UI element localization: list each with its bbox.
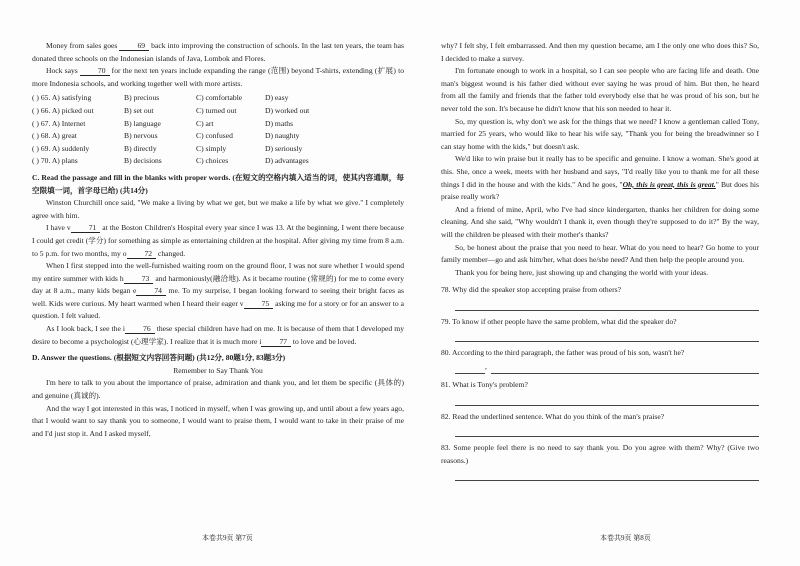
blank-70[interactable]: 70 — [80, 66, 110, 76]
answer-line-78[interactable] — [455, 297, 759, 311]
blank-69[interactable]: 69 — [119, 41, 149, 51]
blank-72[interactable]: 72 — [127, 249, 157, 259]
paragraph: why? I felt shy, I felt embarrassed. And then my question became, am I the only one who does this? So, I decided to make a survey. — [441, 41, 759, 63]
option-row-68[interactable]: ( ) 68. A) great B) nervous C) confused D) naughty — [32, 131, 300, 141]
paragraph: I'm fortunate enough to work in a hospital, so I can see people who are facing life and death. One man's biggest wound is his father died without ever saying he was proud of him. But then, he heard from all the family and friends that the father told everybody else that he was proud of his son, but he never told the son. It's because he didn't know that his son needed to hear it. — [441, 66, 759, 113]
answer-line-83[interactable] — [455, 467, 759, 481]
option-row-66[interactable]: ( ) 66. A) picked out B) set out C) turned out D) worked out — [32, 105, 310, 115]
blank-71[interactable]: 71 — [71, 223, 101, 233]
question-81: 81. What is Tony's problem? — [441, 380, 528, 390]
paragraph: So, be honest about the praise that you need to hear. What do you need to hear? Go home to your family member—go and ask him/her, what does he/she need? And then help the people around you. — [441, 242, 759, 265]
answer-line-81[interactable] — [455, 392, 759, 406]
paragraph: Thank you for being here, just showing up and changing the world with your ideas. — [455, 267, 709, 277]
section-c-heading: C. Read the passage and fill in the blanks with proper words. (在短文的空格内填入适当的词，使其内容通顺，每空限填一词，首字母已给) (共14分) — [32, 172, 404, 195]
blank-73[interactable]: 73 — [124, 274, 154, 284]
page-footer-right: 本卷共9页 第8页 — [600, 534, 651, 542]
paragraph: As I look back, I see the i 76 these special children have had on me. It is because of them that I developed my desire to become a psychologist (心理学家). I realize that it is much more i 77 to love and be loved. — [32, 324, 405, 346]
blank-77[interactable]: 77 — [261, 337, 291, 347]
paragraph: I have v 71 at the Boston Children's Hospital every year since I was 13. At the beginning, I went there because I could get credit (学分) for something as simple as entertaining children at the hospital. After giving my time from 8 a.m. to 5 p.m. for two months, my o 72 changed. — [32, 223, 404, 258]
question-79: 79. To know if other people have the same problem, what did the speaker do? — [441, 316, 677, 326]
section-d-heading: D. Answer the questions. (根据短文内容回答问题) (共12分, 80题1分, 83题3分) — [32, 353, 286, 363]
paragraph: When I first stepped into the well-furnished waiting room on the ground floor, I was not sure whether I would spend my entire summer with kids h 73 and harmoniously(融洽地). As it became routine (常规的) for me to come every day at 8 a.m., many kids began e 74 me. To my surprise, I began looking forward to seeing their bright faces as well. Kids were curious. My heart warmed when I heard their eager v 75 asking me for a story or for an answer to a question. I felt valued. — [32, 261, 405, 321]
page-footer-left: 本卷共9页 第7页 — [202, 534, 253, 542]
blank-74[interactable]: 74 — [136, 286, 166, 296]
option-row-65[interactable]: ( ) 65. A) satisfying B) precious C) comfortable D) easy — [32, 93, 289, 103]
blank-76[interactable]: 76 — [125, 324, 155, 334]
paragraph: Hock says 70 for the next ten years include expanding the range (范围) beyond T-shirts, extending (扩展) to more Indonesia schools, and working together well with more artists. — [32, 66, 404, 88]
option-row-67[interactable]: ( ) 67. A) Internet B) language C) art D) maths — [32, 118, 294, 128]
paragraph: And the way I got interested in this was, I noticed in myself, when I was growing up, and until about a few years ago, that I would want to say thank you to someone, I would want to praise them, I would want to take in their praise of me and I'd just stop it. And I asked myself, — [32, 403, 404, 438]
answer-line-82[interactable] — [455, 423, 759, 437]
question-80: 80. According to the third paragraph, the father was proud of his son, wasn't he? — [441, 348, 685, 358]
paragraph: I'm here to talk to you about the importance of praise, admiration and thank you, and let them be specific (具体的) and genuine (真诚的). — [32, 378, 404, 401]
paragraph: We'd like to win praise but it really has to be specific and genuine. I know a woman. She's good at this. She, once a week, meets with her husband and says, "I'd really like you to thank me for all these things I did in the house and with the kids." And he goes, "Oh, this is great, this is great." But does his praise really work? — [441, 154, 759, 202]
paragraph: So, my question is, why don't we ask for the things that we need? I know a gentleman called Tony, married for 25 years, who would like to hear his wife say, "Thank you for being the breadwinner so I can stay home with the kids," but doesn't ask. — [441, 116, 759, 151]
blank-75[interactable]: 75 — [244, 299, 274, 309]
answer-line-80[interactable]: , — [455, 360, 759, 374]
question-83: 83. Some people feel there is no need to say thank you. Do you agree with them? Why? (Give two reasons.) — [441, 443, 759, 465]
option-row-69[interactable]: ( ) 69. A) suddenly B) directly C) simply D) seriously — [32, 143, 303, 153]
answer-line-79[interactable] — [455, 328, 759, 342]
underlined-sentence: Oh, this is great, this is great. — [622, 179, 716, 189]
paragraph: Winston Churchill once said, "We make a living by what we get, but we make a life by what we give." I completely agree with him. — [32, 198, 404, 220]
paragraph: Money from sales goes 69 back into improving the construction of schools. In the last ten years, the team has donated three schools on the Indonesian islands of Java, Lombok and Flores. — [32, 41, 404, 63]
passage-title: Remember to Say Thank You — [173, 365, 263, 375]
left-column — [32, 40, 404, 440]
right-column — [441, 40, 759, 481]
option-row-70[interactable]: ( ) 70. A) plans B) decisions C) choices D) advantages — [32, 156, 309, 166]
options-table — [32, 92, 404, 168]
question-82: 82. Read the underlined sentence. What do you think of the man's praise? — [441, 411, 665, 421]
paragraph: And a friend of mine, April, who I've had since kindergarten, thanks her children for doing some cleaning. And she said, "Why wouldn't I thank it, even though they're supposed to do it?" By the way, will the children be pleased with their mother's thanks? — [441, 204, 759, 239]
question-78: 78. Why did the speaker stop accepting praise from others? — [441, 285, 621, 295]
